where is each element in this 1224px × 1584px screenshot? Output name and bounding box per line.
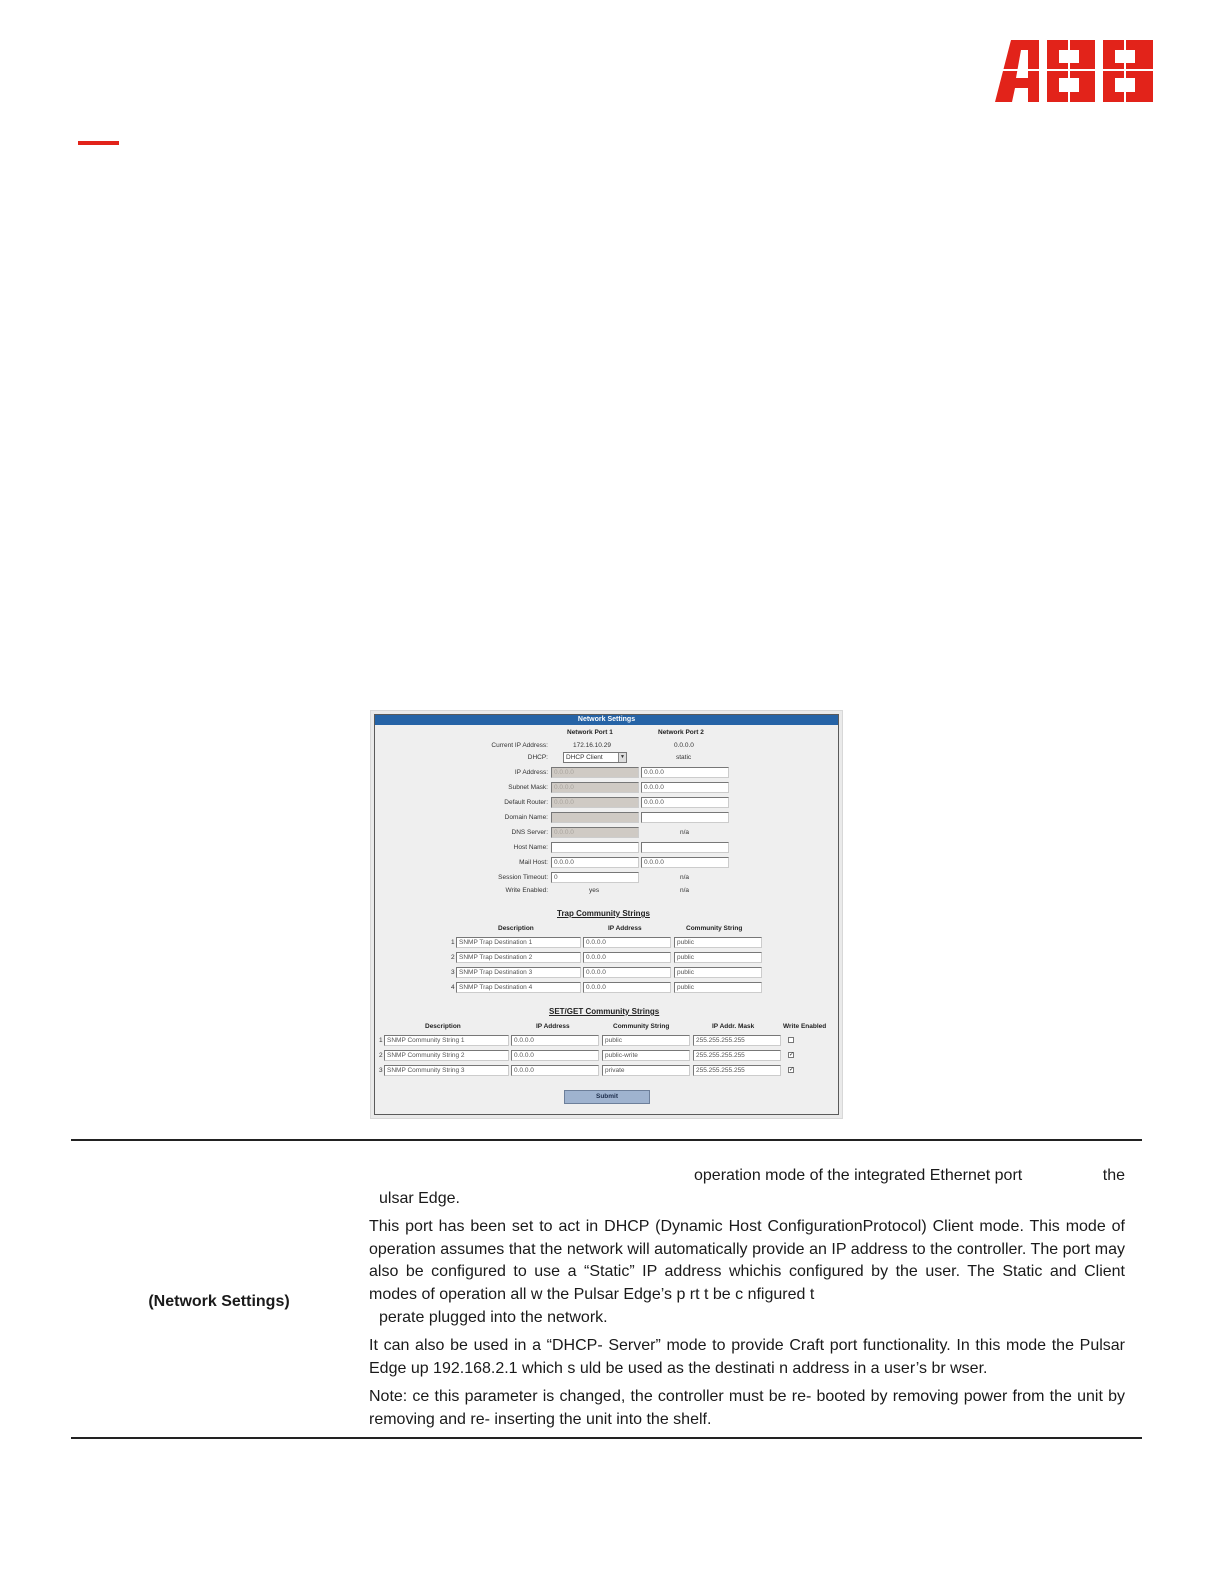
chevron-down-icon: ▼ bbox=[618, 753, 626, 762]
parameter-description bbox=[369, 1165, 1125, 1438]
dhcp-select[interactable]: DHCP Client ▼ bbox=[563, 752, 627, 763]
trap-row-description[interactable]: SNMP Trap Destination 4 bbox=[456, 982, 581, 993]
trap-row-community[interactable]: public bbox=[674, 967, 762, 978]
subnet-mask-port2[interactable]: 0.0.0.0 bbox=[641, 782, 729, 793]
setget-row-mask[interactable]: 255.255.255.255 bbox=[693, 1035, 781, 1046]
setget-row-number: 3 bbox=[379, 1067, 383, 1074]
domain-name-label: Domain Name: bbox=[504, 814, 548, 821]
table-bottom-rule bbox=[71, 1437, 1142, 1439]
trap-header-community: Community String bbox=[686, 925, 743, 932]
desc-paragraph-2: It can also be used in a “DHCP- Server” mode to provide Craft port functionality. In this mode the Pulsar Edge up 192.168.2.1 which s uld be used as the destinati n address in a user’s br wser. bbox=[369, 1337, 1125, 1377]
setget-row-mask[interactable]: 255.255.255.255 bbox=[693, 1065, 781, 1076]
setget-title: SET/GET Community Strings bbox=[549, 1007, 660, 1016]
ip-address-label: IP Address: bbox=[514, 769, 548, 776]
session-timeout-label: Session Timeout: bbox=[498, 874, 548, 881]
trap-row-community[interactable]: public bbox=[674, 982, 762, 993]
network-settings-title: Network Settings bbox=[375, 715, 838, 725]
trap-row-number: 2 bbox=[451, 954, 455, 961]
write-enabled-label: Write Enabled: bbox=[505, 887, 548, 894]
default-router-label: Default Router: bbox=[504, 799, 548, 806]
setget-header-ip: IP Address bbox=[536, 1023, 570, 1030]
abb-logo bbox=[995, 40, 1155, 102]
setget-row-description[interactable]: SNMP Community String 2 bbox=[384, 1050, 509, 1061]
setget-row-number: 1 bbox=[379, 1037, 383, 1044]
trap-row-description[interactable]: SNMP Trap Destination 1 bbox=[456, 937, 581, 948]
write-enabled-checkbox[interactable]: ✓ bbox=[789, 1052, 795, 1058]
trap-row-number: 4 bbox=[451, 984, 455, 991]
setget-row-community[interactable]: private bbox=[602, 1065, 690, 1076]
submit-button[interactable]: Submit bbox=[564, 1090, 650, 1104]
write-enabled-port1: yes bbox=[589, 887, 600, 894]
write-enabled-checkbox[interactable]: ✓ bbox=[789, 1067, 795, 1073]
desc-paragraph-1-end: perate plugged into the network. bbox=[379, 1308, 608, 1326]
setget-header-mask: IP Addr. Mask bbox=[712, 1023, 755, 1030]
dns-server-port1: 0.0.0.0 bbox=[551, 827, 639, 838]
port2-header: Network Port 2 bbox=[658, 729, 704, 736]
ip-address-port2[interactable]: 0.0.0.0 bbox=[641, 767, 729, 778]
host-name-port1[interactable] bbox=[551, 842, 639, 853]
trap-row-community[interactable]: public bbox=[674, 952, 762, 963]
dns-server-label: DNS Server: bbox=[511, 829, 548, 836]
trap-row-ip[interactable]: 0.0.0.0 bbox=[583, 967, 671, 978]
setget-header-write: Write Enabled bbox=[783, 1023, 827, 1030]
default-router-port2[interactable]: 0.0.0.0 bbox=[641, 797, 729, 808]
desc-line-1b: the bbox=[1102, 1167, 1125, 1184]
setget-header-description: Description bbox=[425, 1023, 461, 1030]
trap-header-description: Description bbox=[498, 925, 534, 932]
setget-row-ip[interactable]: 0.0.0.0 bbox=[511, 1035, 599, 1046]
setget-row-description[interactable]: SNMP Community String 3 bbox=[384, 1065, 509, 1076]
dns-server-port2: n/a bbox=[680, 829, 690, 836]
trap-header-ip: IP Address bbox=[608, 925, 642, 932]
current-ip-port2: 0.0.0.0 bbox=[674, 742, 694, 749]
default-router-port1: 0.0.0.0 bbox=[551, 797, 639, 808]
port1-header: Network Port 1 bbox=[567, 729, 613, 736]
current-ip-label: Current IP Address: bbox=[491, 742, 548, 749]
parameter-name: (Network Settings) bbox=[148, 1293, 290, 1310]
mail-host-port2[interactable]: 0.0.0.0 bbox=[641, 857, 729, 868]
write-enabled-port2: n/a bbox=[680, 887, 690, 894]
domain-name-port1 bbox=[551, 812, 639, 823]
trap-row-number: 3 bbox=[451, 969, 455, 976]
trap-row-ip[interactable]: 0.0.0.0 bbox=[583, 952, 671, 963]
accent-dash bbox=[78, 141, 119, 145]
trap-row-community[interactable]: public bbox=[674, 937, 762, 948]
trap-row-number: 1 bbox=[451, 939, 455, 946]
session-timeout-port1[interactable]: 0 bbox=[551, 872, 639, 883]
trap-row-ip[interactable]: 0.0.0.0 bbox=[583, 937, 671, 948]
subnet-mask-port1: 0.0.0.0 bbox=[551, 782, 639, 793]
network-settings-screenshot bbox=[370, 710, 843, 1119]
dhcp-port2: static bbox=[676, 754, 692, 761]
mail-host-port1[interactable]: 0.0.0.0 bbox=[551, 857, 639, 868]
host-name-port2[interactable] bbox=[641, 842, 729, 853]
session-timeout-port2: n/a bbox=[680, 874, 690, 881]
setget-row-community[interactable]: public-write bbox=[602, 1050, 690, 1061]
trap-title: Trap Community Strings bbox=[557, 909, 650, 918]
trap-row-description[interactable]: SNMP Trap Destination 2 bbox=[456, 952, 581, 963]
setget-row-mask[interactable]: 255.255.255.255 bbox=[693, 1050, 781, 1061]
table-top-rule bbox=[71, 1139, 1142, 1141]
host-name-label: Host Name: bbox=[513, 844, 548, 851]
current-ip-port1: 172.16.10.29 bbox=[573, 742, 611, 749]
write-enabled-checkbox[interactable] bbox=[788, 1037, 794, 1043]
setget-row-ip[interactable]: 0.0.0.0 bbox=[511, 1050, 599, 1061]
subnet-mask-label: Subnet Mask: bbox=[508, 784, 548, 791]
desc-line-2: ulsar Edge. bbox=[379, 1189, 460, 1207]
mail-host-label: Mail Host: bbox=[519, 859, 548, 866]
desc-paragraph-1: This port has been set to act in DHCP (Dynamic Host ConfigurationProtocol) Client mode. This mode of operation assumes that the network will automatically provide an IP address to the controller. The port may also be configured to use a “Static” IP address whichis configured by the user. The Static and Client modes of operation all w the Pulsar Edge’s p rt t be c nfigured t bbox=[369, 1218, 1125, 1303]
setget-row-community[interactable]: public bbox=[602, 1035, 690, 1046]
trap-row-description[interactable]: SNMP Trap Destination 3 bbox=[456, 967, 581, 978]
setget-row-description[interactable]: SNMP Community String 1 bbox=[384, 1035, 509, 1046]
setget-header-community: Community String bbox=[613, 1023, 670, 1030]
trap-row-ip[interactable]: 0.0.0.0 bbox=[583, 982, 671, 993]
dhcp-label: DHCP: bbox=[527, 754, 548, 761]
desc-note: Note: ce this parameter is changed, the controller must be re- booted by removing power from the unit by removing and re- inserting the unit into the shelf. bbox=[369, 1388, 1125, 1428]
domain-name-port2[interactable] bbox=[641, 812, 729, 823]
ip-address-port1: 0.0.0.0 bbox=[551, 767, 639, 778]
desc-line-1a: operation mode of the integrated Ethernet port bbox=[694, 1167, 1023, 1184]
setget-row-ip[interactable]: 0.0.0.0 bbox=[511, 1065, 599, 1076]
setget-row-number: 2 bbox=[379, 1052, 383, 1059]
